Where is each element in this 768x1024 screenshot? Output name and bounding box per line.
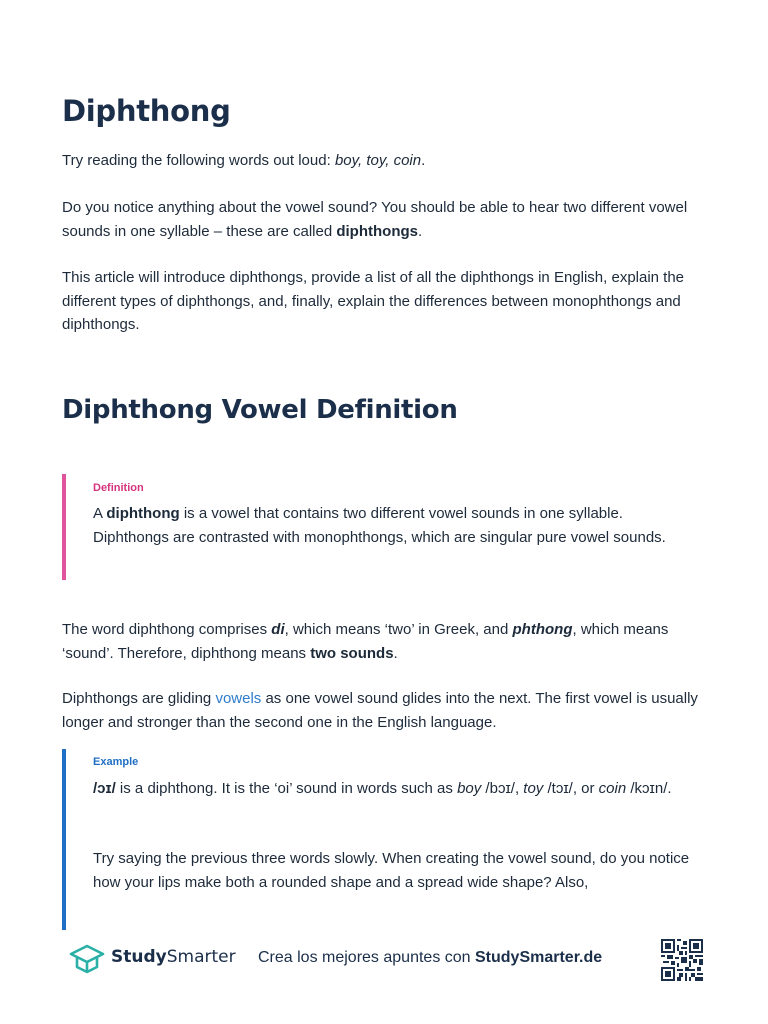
etymology-term: two sounds — [310, 644, 394, 662]
etymology-term: di — [271, 621, 285, 638]
qr-code-icon[interactable] — [661, 939, 703, 981]
definition-pre: A — [93, 505, 107, 522]
etymology-text: , which means ‘two’ in Greek, and — [284, 621, 513, 638]
gliding-text: Diphthongs are gliding — [62, 690, 216, 707]
gliding-paragraph — [62, 687, 702, 734]
intro-example-words: boy, toy, coin — [334, 152, 422, 169]
intro-punct: . — [418, 222, 423, 240]
brand-name-part: Smarter — [166, 947, 236, 967]
definition-callout — [62, 474, 702, 580]
section-heading: Diphthong Vowel Definition — [62, 395, 458, 425]
brand-name — [111, 947, 236, 967]
example-word: boy — [457, 780, 482, 797]
definition-text — [93, 502, 693, 549]
definition-accent-bar — [62, 474, 66, 580]
intro-bold-term: diphthongs — [336, 222, 418, 240]
vowels-link[interactable]: vowels — [215, 690, 262, 707]
etymology-paragraph — [62, 618, 702, 665]
example-label: Example — [93, 756, 139, 768]
intro-paragraph-1 — [62, 149, 702, 173]
definition-label: Definition — [93, 482, 144, 494]
tagline-text: Crea los mejores apuntes con — [258, 949, 475, 966]
etymology-term: phthong — [512, 621, 573, 638]
intro-paragraph-3: This article will introduce diphthongs, provide a list of all the diphthongs in English, explain the different types of diphthongs, and, finally, explain the differences between monophthongs and diphthongs. — [62, 269, 685, 333]
tagline-site-link[interactable]: StudySmarter.de — [475, 949, 603, 966]
page-footer — [0, 930, 768, 990]
example-word: toy — [523, 780, 544, 797]
intro-text: Try reading the following words out loud: — [62, 152, 335, 169]
intro-punct: . — [421, 152, 426, 169]
example-text-2: Try saying the previous three words slowly. When creating the vowel sound, do you notice how your lips make both a rounded shape and a spread wide shape? Also, — [93, 850, 690, 891]
example-word: coin — [598, 780, 627, 797]
etymology-punct: . — [393, 644, 398, 662]
example-text: is a diphthong. It is the ‘oi’ sound in words such as — [115, 780, 458, 797]
intro-paragraph-2 — [62, 196, 702, 243]
example-ipa: /ɔɪ/ — [93, 780, 116, 797]
footer-tagline — [258, 949, 602, 967]
etymology-text: , which means ‘sound’. Therefore, diphthong means — [62, 621, 669, 662]
example-text-1 — [93, 777, 693, 801]
definition-term: diphthong — [106, 505, 180, 522]
gliding-text: as one vowel sound glides into the next. The first vowel is usually longer and stronger than the second one in the English language. — [62, 690, 698, 731]
brand-name-part: Study — [111, 947, 167, 967]
etymology-text: The word diphthong comprises — [62, 621, 272, 638]
example-ipa-word: /kɔɪn/. — [626, 780, 672, 797]
intro-text: Do you notice anything about the vowel sound? You should be able to hear two different vowel sounds in one syllable – these are called — [62, 199, 688, 240]
example-ipa-word: /tɔɪ/, or — [543, 780, 599, 797]
definition-rest: is a vowel that contains two different vowel sounds in one syllable. Diphthongs are contrasted with monophthongs, which are singular pure vowel sounds. — [93, 505, 666, 546]
graduation-cap-icon — [69, 943, 105, 975]
page-title: Diphthong — [62, 94, 231, 128]
example-ipa-word: /bɔɪ/, — [481, 780, 524, 797]
